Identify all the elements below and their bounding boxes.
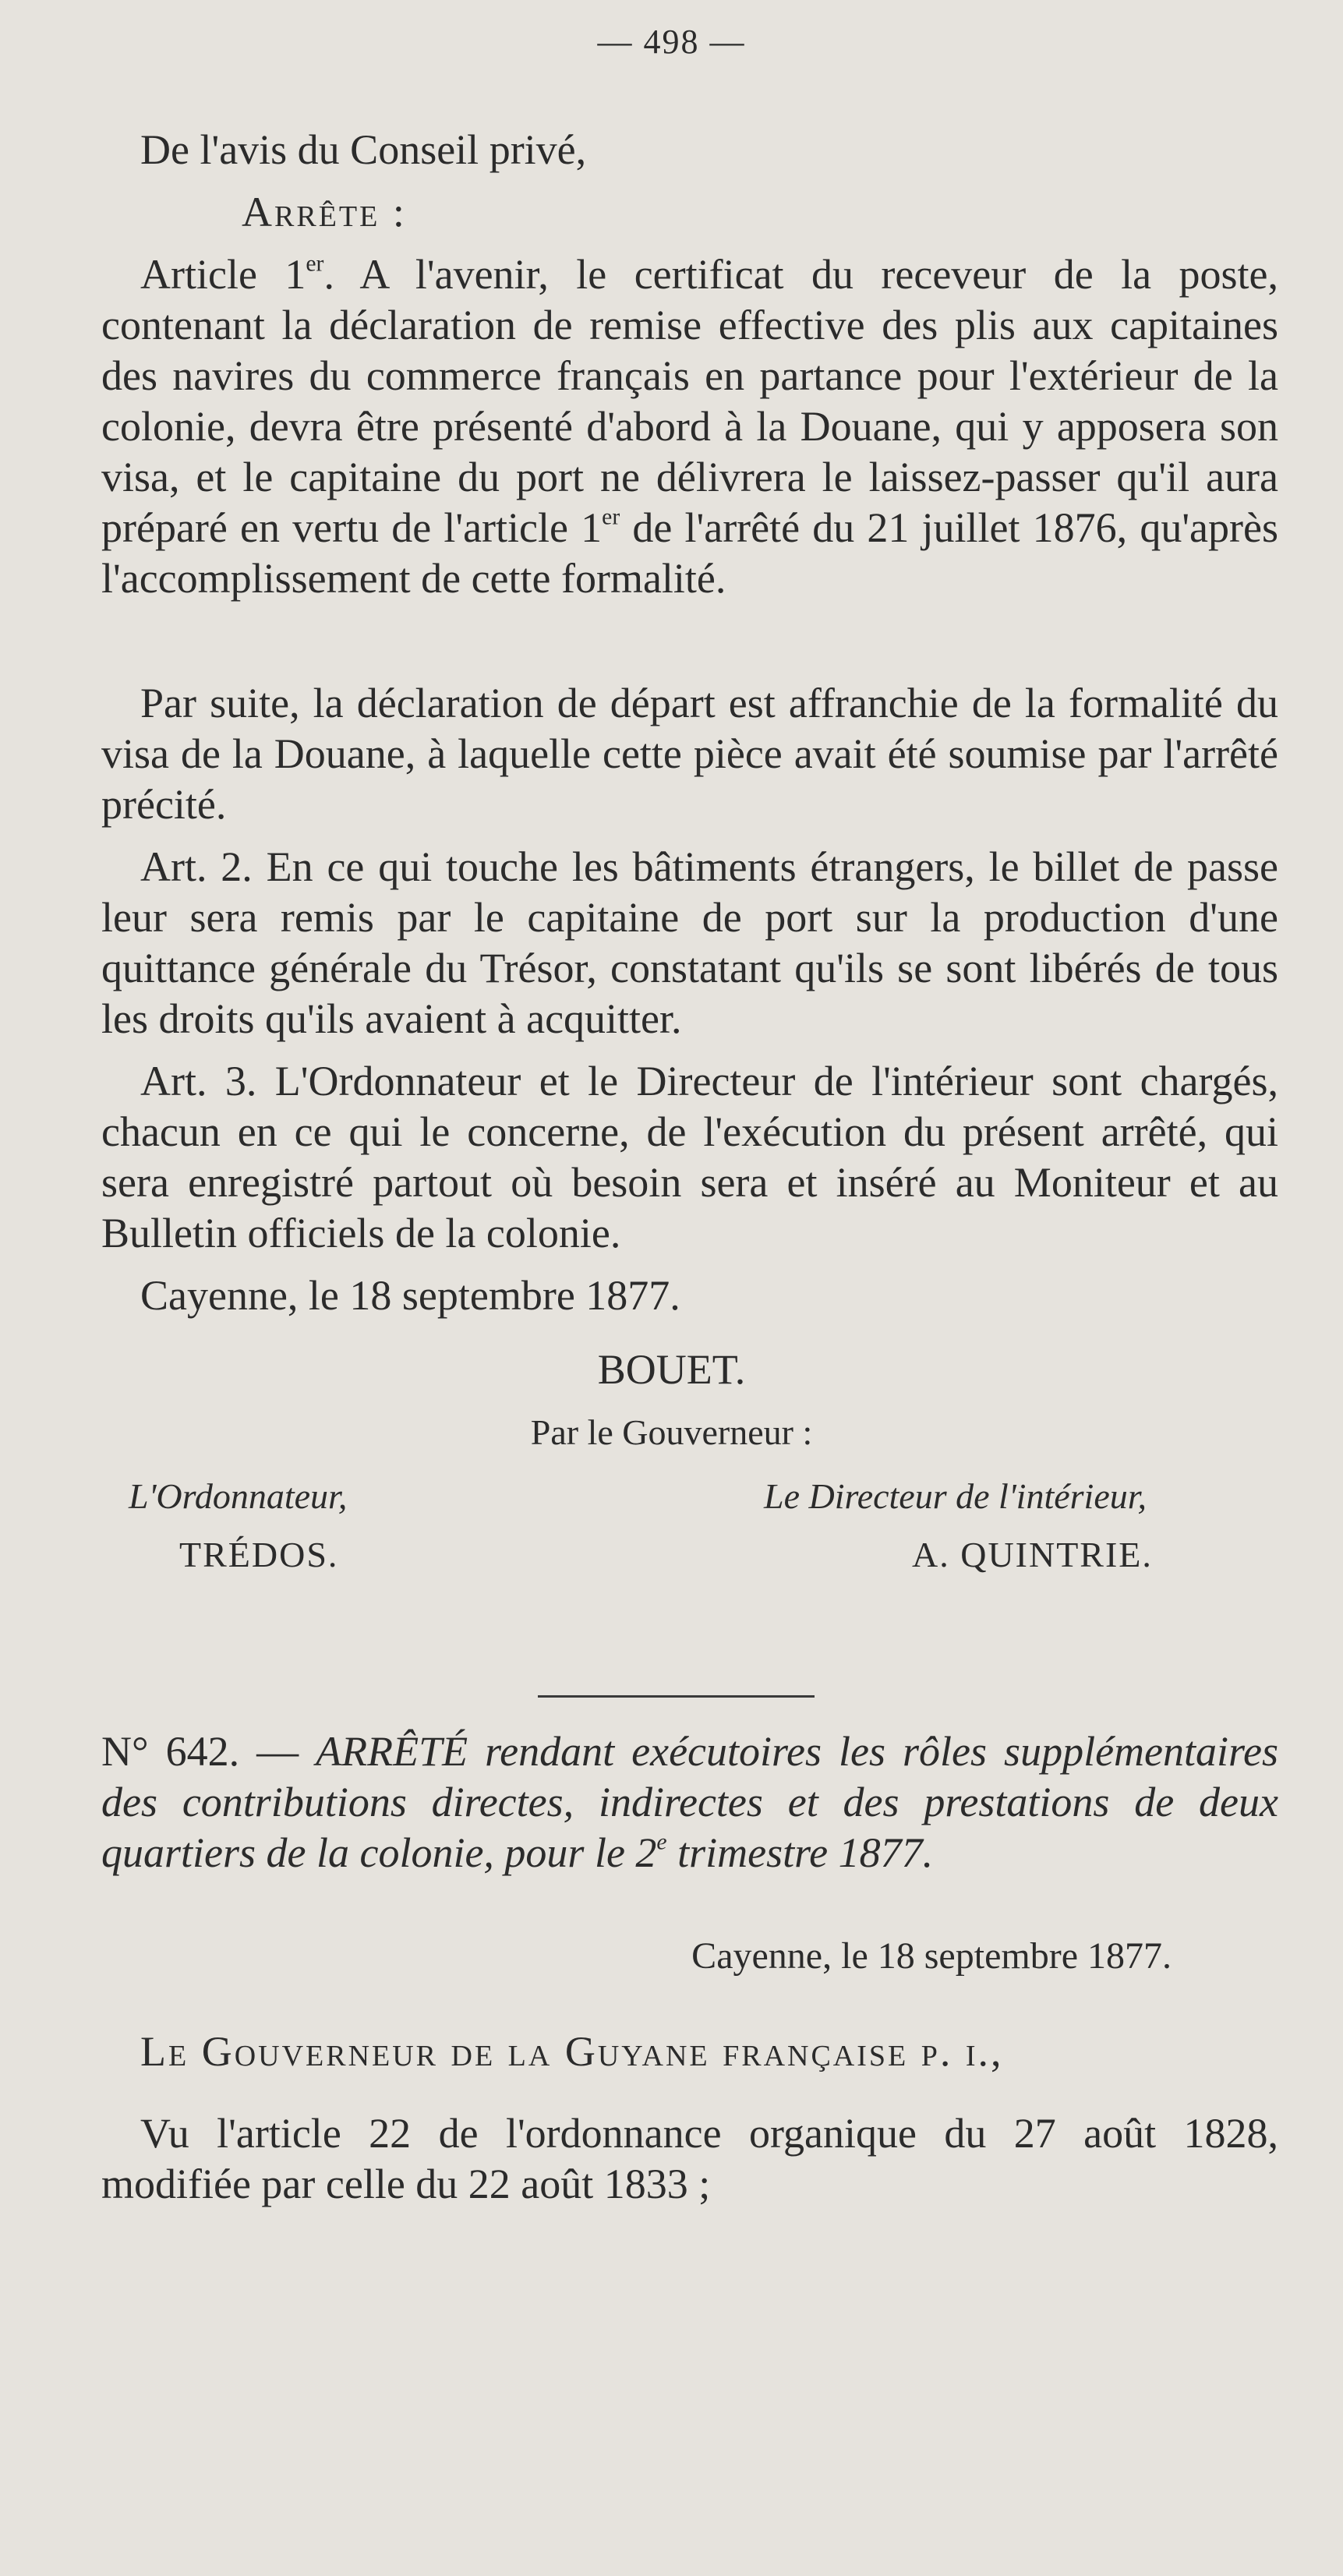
decree-vu-line: Vu l'article 22 de l'ordonnance organique du 27 août 1828, modifiée par celle du 22 août 1833 ;: [101, 2110, 1278, 2207]
place-date: Cayenne, le 18 septembre 1877.: [140, 1272, 680, 1319]
signature-left-title: L'Ordonnateur,: [129, 1476, 348, 1516]
decree-title-end: trimestre 1877.: [666, 1829, 934, 1876]
signature-right-title: Le Directeur de l'intérieur,: [764, 1476, 1147, 1516]
decree-number: N° 642. —: [101, 1728, 316, 1775]
signature-left-name: TRÉDOS.: [179, 1535, 339, 1574]
article-1-prefix: Article 1: [140, 251, 306, 298]
signature-right-name: A. QUINTRIE.: [912, 1535, 1153, 1574]
paragraph-suite: Par suite, la déclaration de départ est affranchie de la formalité du visa de la Douane, à laquelle cette pièce avait été soumise par l'arrêté précité.: [101, 680, 1278, 828]
article-1-sup: er: [306, 251, 324, 277]
arrete-heading: Arrête :: [242, 189, 407, 235]
decree-date: Cayenne, le 18 septembre 1877.: [691, 1935, 1172, 1977]
page-number: — 498 —: [597, 23, 746, 61]
avis-line: De l'avis du Conseil privé,: [140, 126, 587, 173]
decree-title: [101, 1726, 1278, 1878]
decree-title-sup: e: [656, 1829, 667, 1855]
signature-governor: BOUET.: [597, 1346, 746, 1393]
section-divider: [538, 1695, 815, 1698]
article-3: Art. 3. L'Ordonnateur et le Directeur de l'intérieur sont chargés, chacun en ce qui le concerne, de l'exécution du présent arrêté, qui sera enregistré partout où besoin sera et inséré au Moniteur et au Bulletin officiels de la colonie.: [101, 1058, 1278, 1256]
article-1-text-b: de l'arrêté du 21 juillet 1876, qu'après l'accomplissement de cette formalité.: [101, 504, 1278, 602]
decree-governor-line: [101, 2027, 1278, 2077]
article-1-text-a: . A l'avenir, le certificat du receveur de la poste, contenant la déclaration de remise effective des plis aux capitaines des navires du commerce français en partance pour l'extérieur de la colonie, devra être présenté d'abord à la Douane, qui y apposera son visa, et le capitaine du port ne délivrera le laissez-passer qu'il aura préparé en vertu de l'article 1: [101, 251, 1278, 551]
article-1-sup2: er: [602, 504, 620, 530]
decree-governor-text: Le Gouverneur de la Guyane française p. i.,: [140, 2028, 1004, 2075]
decree-title-text: ARRÊTÉ rendant exécutoires les rôles supplémentaires des contributions directes, indirectes et des prestations de deux quartiers de la colonie, pour le 2: [101, 1728, 1278, 1876]
article-2: Art. 2. En ce qui touche les bâtiments étrangers, le billet de passe leur sera remis par le capitaine de port sur la production d'une quittance générale du Trésor, constatant qu'ils se sont libérés de tous les droits qu'ils avaient à acquitter.: [101, 843, 1278, 1042]
article-1: [101, 249, 1278, 604]
signature-par: Par le Gouverneur :: [530, 1412, 813, 1452]
